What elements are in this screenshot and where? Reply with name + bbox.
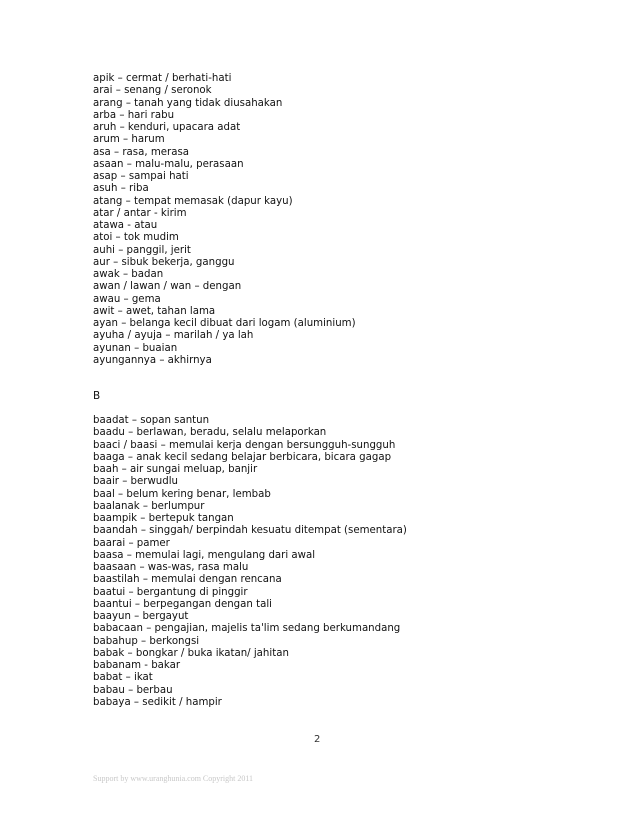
dictionary-entry: baaga – anak kecil sedang belajar berbicara, bicara gagap bbox=[93, 451, 392, 463]
dictionary-entry: asa – rasa, merasa bbox=[93, 146, 189, 158]
dictionary-entry: atar / antar - kirim bbox=[93, 207, 187, 219]
entry-list-b bbox=[93, 415, 613, 709]
dictionary-entry: ayunan – buaian bbox=[93, 342, 178, 354]
dictionary-entry: babaya – sedikit / hampir bbox=[93, 696, 222, 708]
dictionary-entry: arai – senang / seronok bbox=[93, 85, 212, 97]
dictionary-entry: babacaan – pengajian, majelis ta'lim sedang berkumandang bbox=[93, 623, 401, 635]
dictionary-entry: ayungannya – akhirnya bbox=[93, 354, 212, 366]
dictionary-entry: baaci / baasi – memulai kerja dengan bersungguh-sungguh bbox=[93, 439, 396, 451]
dictionary-entry: awan / lawan / wan – dengan bbox=[93, 281, 242, 293]
dictionary-entry: baah – air sungai meluap, banjir bbox=[93, 464, 258, 475]
dictionary-entry: baatui – bergantung di pinggir bbox=[93, 586, 248, 598]
dictionary-entry: awak – badan bbox=[93, 269, 164, 280]
dictionary-entry: arang – tanah yang tidak diusahakan bbox=[93, 97, 283, 109]
dictionary-entry: baasa – memulai lagi, mengulang dari awal bbox=[93, 549, 316, 561]
dictionary-entry: apik – cermat / berhati-hati bbox=[93, 73, 232, 84]
dictionary-entry: baadat – sopan santun bbox=[93, 415, 210, 426]
dictionary-entry: ayan – belanga kecil dibuat dari logam (aluminium) bbox=[93, 318, 356, 329]
dictionary-entry: baayun – bergayut bbox=[93, 611, 189, 622]
dictionary-entry: aruh – kenduri, upacara adat bbox=[93, 122, 241, 133]
entry-list-a bbox=[93, 73, 613, 367]
footer-copyright: Support by www.uranghunia.com Copyright 2011 bbox=[93, 774, 254, 783]
section-heading-b: B bbox=[93, 390, 101, 402]
dictionary-entry: asuh – riba bbox=[93, 183, 149, 195]
dictionary-entry: babak – bongkar / buka ikatan/ jahitan bbox=[93, 647, 289, 659]
dictionary-entry: atawa - atau bbox=[93, 220, 158, 231]
page-number: 2 bbox=[314, 734, 321, 745]
dictionary-entry: auhi – panggil, jerit bbox=[93, 244, 191, 256]
dictionary-entry: baal – belum kering benar, lembab bbox=[93, 488, 271, 500]
dictionary-entry: baarai – pamer bbox=[93, 537, 170, 549]
dictionary-entry: awit – awet, tahan lama bbox=[93, 305, 216, 317]
dictionary-entry: baadu – berlawan, beradu, selalu melaporkan bbox=[93, 427, 327, 439]
dictionary-entry: baantui – berpegangan dengan tali bbox=[93, 598, 272, 610]
dictionary-entry: babau – berbau bbox=[93, 684, 173, 696]
dictionary-entry: asaan – malu-malu, perasaan bbox=[93, 158, 244, 170]
dictionary-entry: arum – harum bbox=[93, 134, 165, 146]
dictionary-entry: babat – ikat bbox=[93, 672, 153, 684]
dictionary-entry: arba – hari rabu bbox=[93, 109, 175, 121]
dictionary-entry: baair – berwudlu bbox=[93, 476, 179, 488]
dictionary-entry: aur – sibuk bekerja, ganggu bbox=[93, 256, 235, 268]
dictionary-entry: baalanak – berlumpur bbox=[93, 500, 205, 512]
dictionary-entry: awau – gema bbox=[93, 293, 161, 305]
dictionary-entry: babahup – berkongsi bbox=[93, 635, 200, 647]
dictionary-entry: babanam - bakar bbox=[93, 660, 181, 671]
dictionary-entry: baampik – bertepuk tangan bbox=[93, 513, 234, 524]
dictionary-entry: baasaan – was-was, rasa malu bbox=[93, 562, 249, 573]
dictionary-entry: ayuha / ayuja – marilah / ya lah bbox=[93, 330, 254, 342]
dictionary-entry: asap – sampai hati bbox=[93, 171, 189, 182]
dictionary-entry: baandah – singgah/ berpindah kesuatu ditempat (sementara) bbox=[93, 525, 407, 537]
dictionary-entry: baastilah – memulai dengan rencana bbox=[93, 574, 282, 586]
dictionary-entry: atang – tempat memasak (dapur kayu) bbox=[93, 195, 293, 207]
dictionary-entry: atoi – tok mudim bbox=[93, 232, 179, 244]
